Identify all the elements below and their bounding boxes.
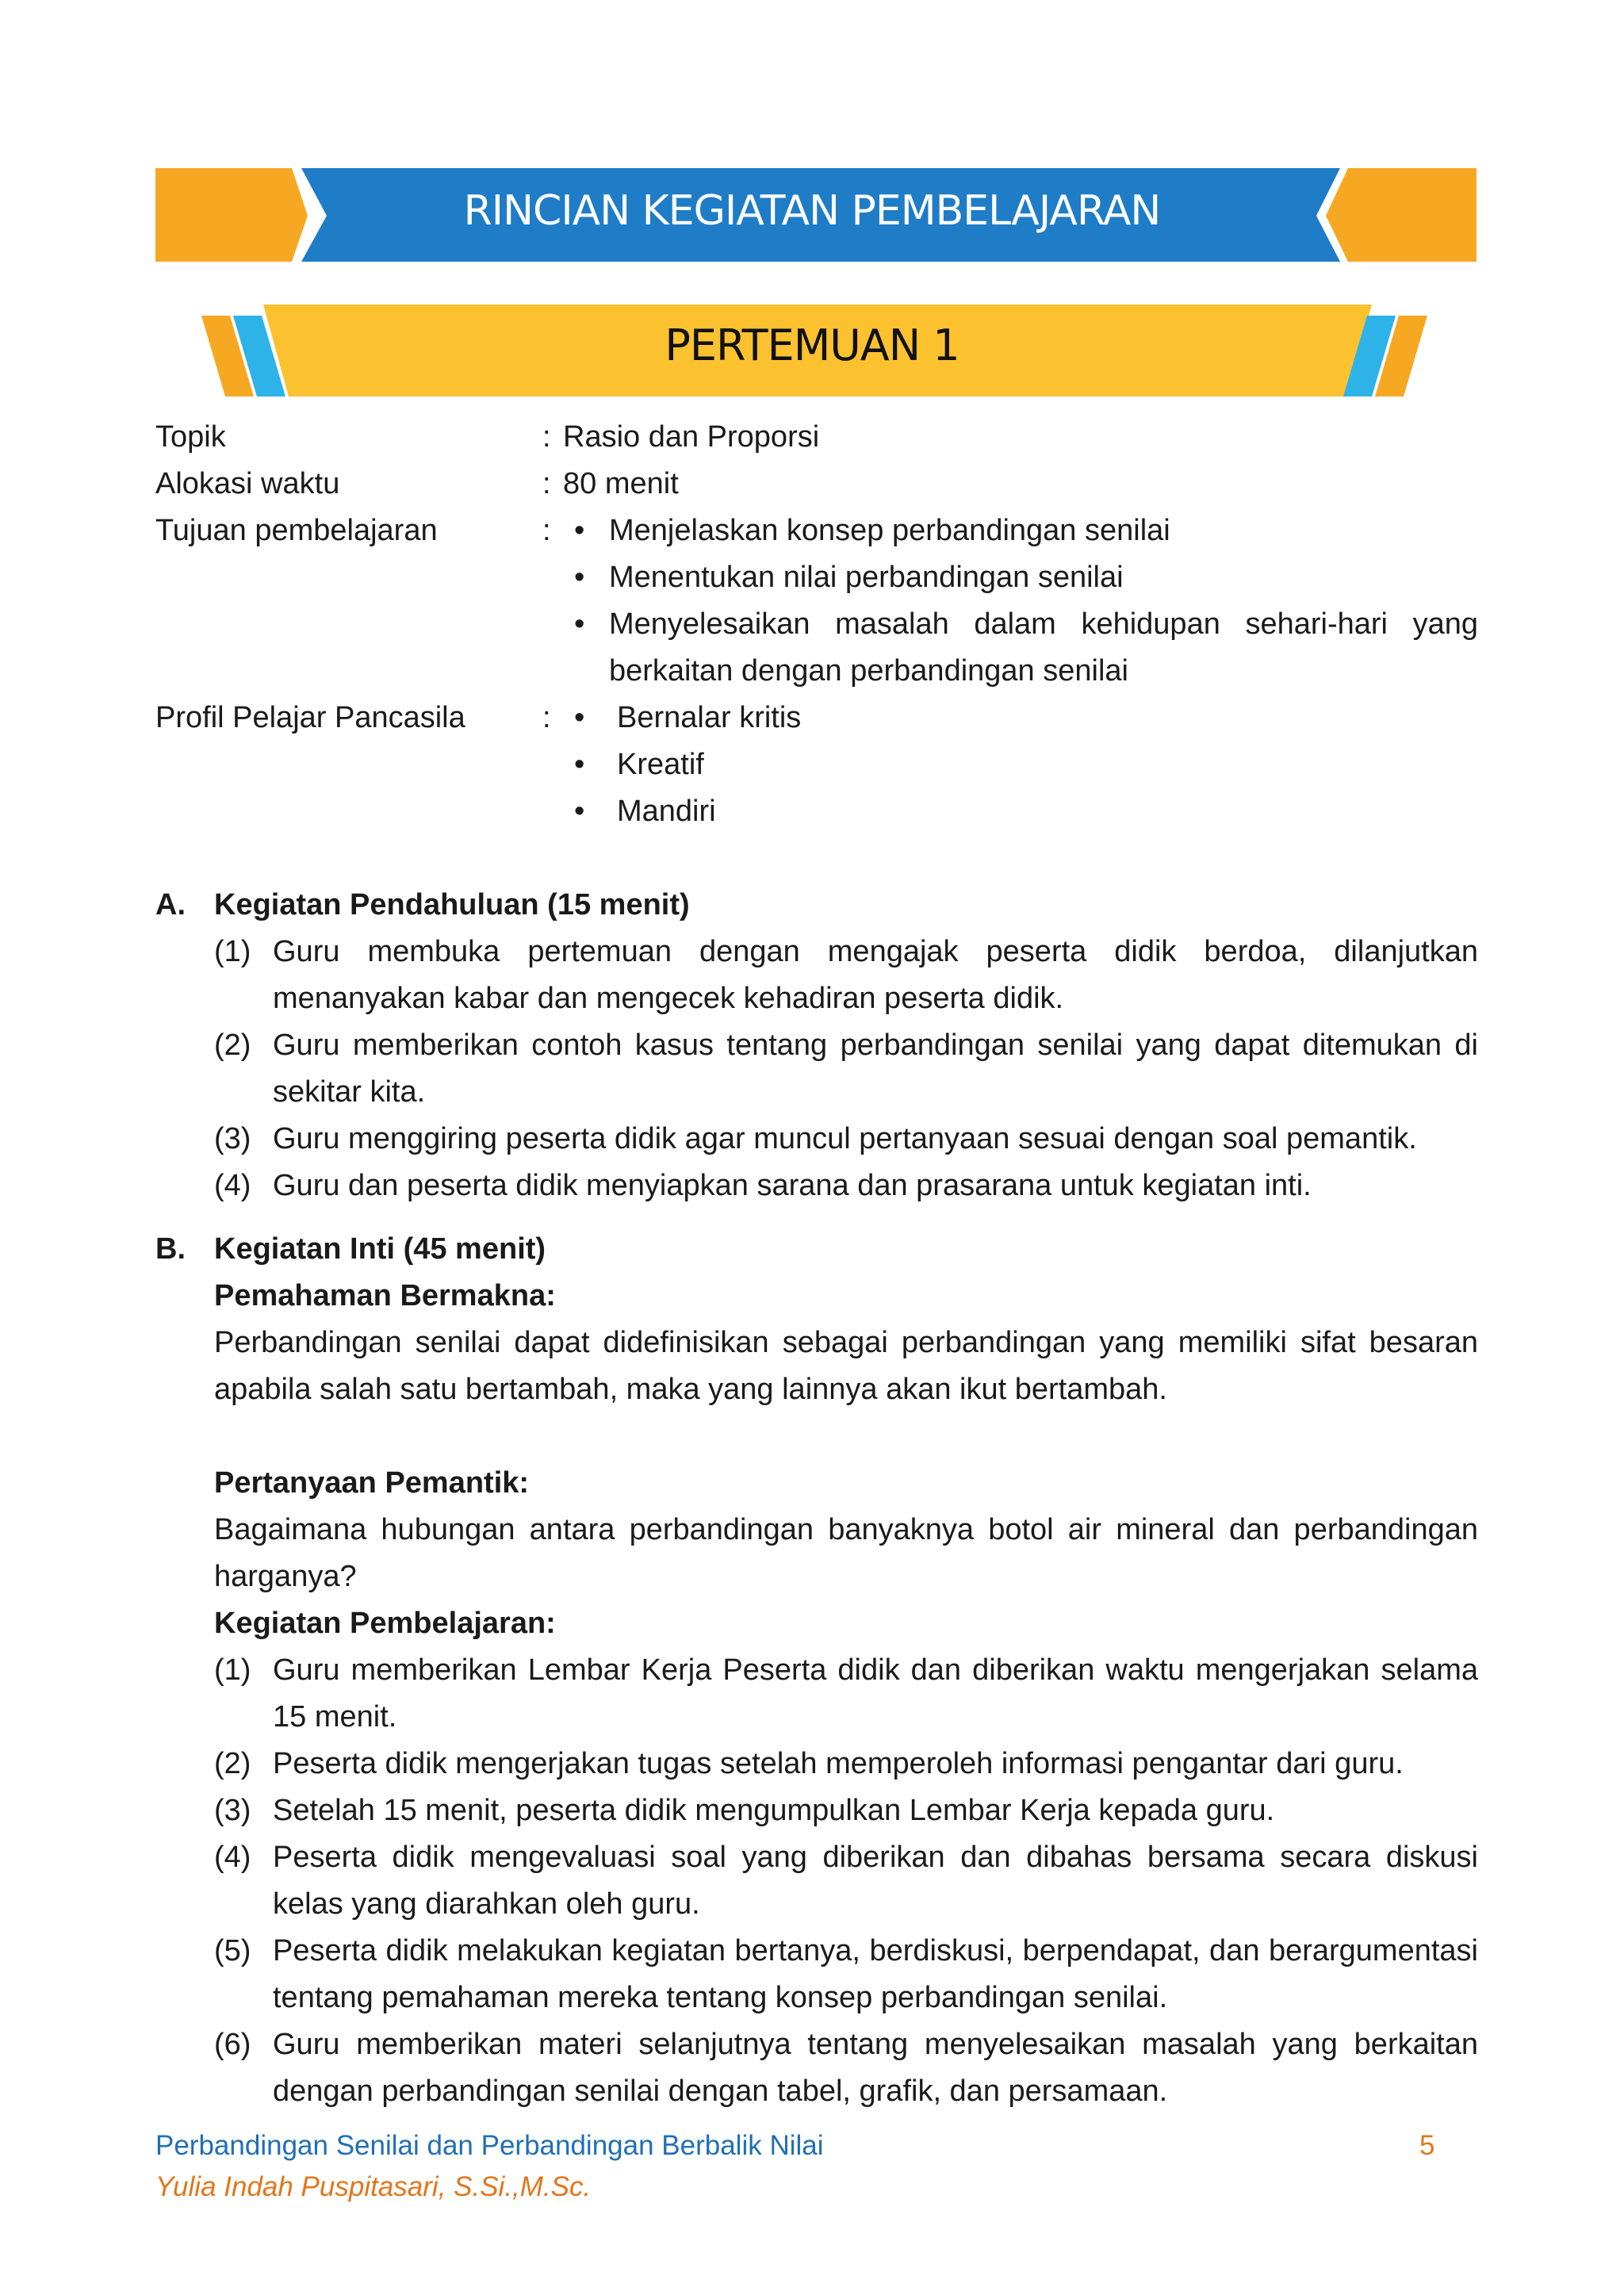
pertanyaan-heading: Pertanyaan Pemantik: [214, 1466, 530, 1500]
item-number: (4) [214, 1169, 251, 1202]
item-text: Guru memberikan materi selanjutnya tentang menyelesaikan masalah yang berkaitan dengan perbandingan senilai dengan tabel, grafik, dan persamaan. [273, 2028, 1478, 2108]
section-heading [155, 1226, 1478, 1273]
kegiatan-heading: Kegiatan Pembelajaran: [214, 1607, 556, 1640]
info-label: Topik [155, 420, 226, 454]
section-pendahuluan [155, 882, 1478, 1209]
info-row-topik [155, 414, 1478, 461]
item-text: Guru memberikan contoh kasus tentang perbandingan senilai yang dapat ditemukan di sekitar kita. [273, 1029, 1478, 1109]
info-colon: : [542, 514, 551, 547]
list-item [214, 1928, 1478, 2021]
item-text: Guru membuka pertemuan dengan mengajak peserta didik berdoa, dilanjutkan menanyakan kabar dan mengecek kehadiran peserta didik. [273, 935, 1478, 1015]
meeting-title: PERTEMUAN 1 [665, 320, 959, 370]
page-title: RINCIAN KEGIATAN PEMBELAJARAN [463, 187, 1161, 235]
item-number: (1) [214, 1653, 251, 1687]
info-label: Tujuan pembelajaran [155, 514, 438, 547]
section-title: Kegiatan Pendahuluan (15 menit) [214, 888, 690, 921]
item-number: (2) [214, 1029, 251, 1062]
item-number: (3) [214, 1794, 251, 1827]
info-row-profil [155, 695, 1478, 835]
list-item [214, 2021, 1478, 2115]
section-inti [155, 1226, 1478, 2115]
profil-list [563, 695, 1478, 835]
info-colon: : [542, 467, 551, 500]
list-item [214, 1834, 1478, 1928]
pendahuluan-list [155, 929, 1478, 1209]
section-heading [155, 882, 1478, 929]
list-item: • Menyelesaikan masalah dalam kehidupan sehari-hari yang berkaitan dengan perbandingan senilai [563, 601, 1478, 695]
list-item [214, 929, 1478, 1022]
item-number: (3) [214, 1122, 251, 1155]
list-item: • Menjelaskan konsep perbandingan senilai [563, 508, 1478, 554]
item-number: (1) [214, 935, 251, 968]
pemahaman-heading: Pemahaman Bermakna: [214, 1279, 556, 1312]
list-item [214, 1741, 1478, 1787]
list-item [214, 1022, 1478, 1116]
footer-author: Yulia Indah Puspitasari, S.Si.,M.Sc. [155, 2171, 592, 2202]
info-colon: : [542, 701, 551, 734]
pemahaman-text: Perbandingan senilai dapat didefinisikan sebagai perbandingan yang memiliki sifat besaran apabila salah satu bertambah, maka yang lainnya akan ikut bertambah. [214, 1326, 1478, 1406]
item-number: (2) [214, 1747, 251, 1780]
section-letter: B. [155, 1232, 186, 1266]
list-item: • Menentukan nilai perbandingan senilai [563, 554, 1478, 601]
item-number: (4) [214, 1841, 251, 1874]
item-text: Guru menggiring peserta didik agar muncul pertanyaan sesuai dengan soal pemantik. [273, 1122, 1417, 1155]
list-item: • Kreatif [563, 741, 1478, 788]
lesson-info [155, 414, 1478, 835]
list-item [214, 1787, 1478, 1834]
tujuan-list [563, 508, 1478, 695]
info-value: 80 menit [563, 467, 679, 500]
item-number: (5) [214, 1934, 251, 1967]
info-value: Rasio dan Proporsi [563, 420, 820, 454]
section-letter: A. [155, 888, 186, 921]
footer-book-title: Perbandingan Senilai dan Perbandingan Berbalik Nilai [155, 2130, 824, 2161]
list-item [214, 1163, 1478, 1209]
list-item [214, 1116, 1478, 1163]
info-row-tujuan [155, 508, 1478, 695]
item-number: (6) [214, 2028, 251, 2061]
list-item [214, 1647, 1478, 1741]
item-text: Peserta didik mengevaluasi soal yang diberikan dan dibahas bersama secara diskusi kelas yang diarahkan oleh guru. [273, 1841, 1478, 1921]
item-text: Guru memberikan Lembar Kerja Peserta didik dan diberikan waktu mengerjakan selama 15 menit. [273, 1653, 1478, 1734]
item-text: Peserta didik melakukan kegiatan bertanya, berdiskusi, berpendapat, dan berargumentasi tentang pemahaman mereka tentang konsep perbandingan senilai. [273, 1934, 1478, 2014]
pertanyaan-text: Bagaimana hubungan antara perbandingan banyaknya botol air mineral dan perbandingan harganya? [214, 1513, 1478, 1593]
section-title: Kegiatan Inti (45 menit) [214, 1232, 546, 1266]
item-text: Setelah 15 menit, peserta didik mengumpulkan Lembar Kerja kepada guru. [273, 1794, 1275, 1827]
info-colon: : [542, 420, 551, 454]
info-label: Profil Pelajar Pancasila [155, 701, 465, 734]
list-item: • Mandiri [563, 788, 1478, 835]
info-label: Alokasi waktu [155, 467, 340, 500]
item-text: Guru dan peserta didik menyiapkan sarana dan prasarana untuk kegiatan inti. [273, 1169, 1312, 1202]
page-number: 5 [1419, 2130, 1435, 2161]
kegiatan-list [155, 1647, 1478, 2115]
info-row-alokasi [155, 461, 1478, 508]
list-item: • Bernalar kritis [563, 695, 1478, 741]
item-text: Peserta didik mengerjakan tugas setelah memperoleh informasi pengantar dari guru. [273, 1747, 1404, 1780]
